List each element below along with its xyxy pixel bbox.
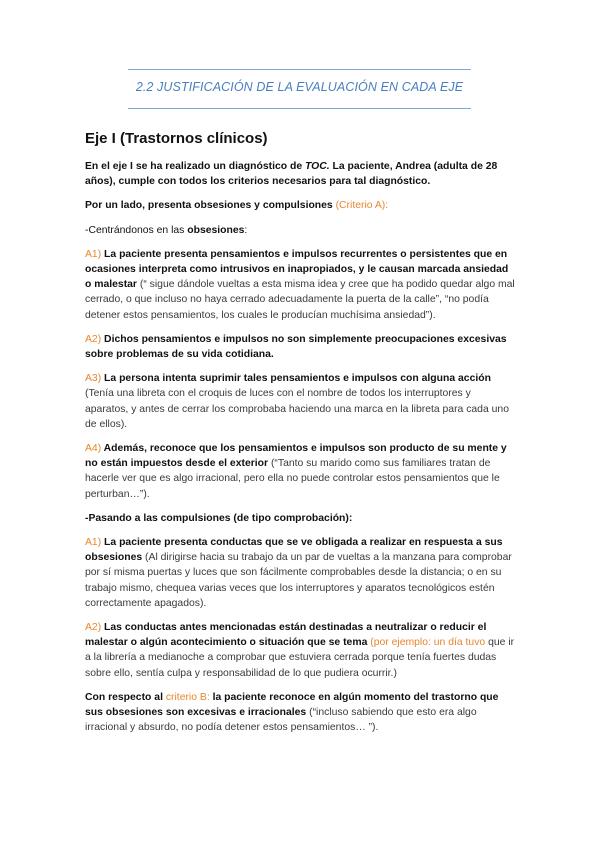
b-pre: Con respecto al: [85, 691, 166, 703]
obsessions-pre: -Centrándonos en las: [85, 224, 188, 236]
a2-text: Dichos pensamientos e impulsos no son simplemente preocupaciones excesivas sobre problemas de su vida cotidiana.: [85, 333, 507, 361]
criterion-b-label: criterio B:: [165, 691, 210, 703]
a4-text: Además, reconoce que los pensamientos e impulsos son producto de su mente y no están impuestos desde el exterior: [85, 443, 507, 470]
title-rule-bottom: [128, 108, 471, 109]
a1-quote: (“ sigue dándole vueltas a esta misma idea y cree que ha podido quedar algo mal cerrado, o que incluso no haya cerrado adecuadamente la puerta de la calle”, “no podía detener estos pensamientos, los cuales le producían muchísima ansiedad”).: [85, 279, 515, 321]
c2-label: A2): [85, 622, 102, 634]
criterion-a-label: (Criterio A):: [335, 200, 389, 212]
obsessions-post: :: [244, 224, 248, 236]
a1-text: La paciente presenta pensamientos e impulsos recurrentes o persistentes que en ocasiones interpreta como intrusivos en inapropiados, y le causan marcada ansiedad o malestar: [85, 248, 509, 291]
compulsions-pre: -Pasando a las: [85, 512, 161, 524]
criterion-b-paragraph: [85, 690, 517, 736]
c2-quote: que ir a la librería a medianoche a comprobar que estuviera cerrada porque tenía fuertes dudas sobre ello, sentía culpa y responsabilidad de lo que pudiera ocurrir.): [85, 637, 515, 679]
diagnosis-pre: En el eje I se ha realizado un diagnóstico de: [85, 161, 305, 172]
criterion-a2: [85, 332, 517, 362]
b-quote: (“incluso sabiendo que esto era algo irracional y absurdo, no podía detener estos pensamientos… ”).: [85, 707, 477, 734]
section-title: 2.2 JUSTIFICACIÓN DE LA EVALUACIÓN EN CADA EJE: [135, 80, 464, 94]
a4-label: A4): [85, 443, 102, 455]
compulsions-intro: [85, 511, 517, 526]
compulsion-a1: [85, 535, 517, 611]
title-rule-top: [128, 69, 471, 70]
compulsions-strong: compulsiones: [160, 512, 231, 524]
criterion-a4: [85, 441, 517, 502]
a4-quote: (“Tanto su marido como sus familiares tratan de hacerle ver que es algo irracional, pero ella no puede controlar estos pensamientos que le perturban…”).: [85, 458, 500, 500]
compulsions-post: (de tipo comprobación):: [230, 512, 353, 524]
criteria-intro-text: Por un lado, presenta obsesiones y compulsiones: [85, 200, 336, 212]
b-text: la paciente reconoce en algún momento del trastorno que sus obsesiones son excesivas e irracionales: [85, 691, 499, 719]
compulsion-a2: [85, 620, 517, 681]
c1-text: La paciente presenta conductas que se ve obligada a realizar en respuesta a sus obsesiones: [85, 537, 503, 564]
diagnosis-name: TOC.: [305, 161, 330, 172]
c2-text: Las conductas antes mencionadas están destinadas a neutralizar o reducir el malestar o algún acontecimiento o situación que se tema: [85, 622, 487, 649]
a3-text: La persona intenta suprimir tales pensamientos e impulsos con alguna acción: [101, 373, 491, 385]
a3-label: A3): [85, 373, 102, 385]
a1-label: A1): [85, 248, 102, 260]
criterion-a1: [85, 247, 517, 323]
c1-quote: (Al dirigirse hacia su trabajo da un par de vueltas a la manzana para comprobar por sí misma puertas y luces que son fácilmente comprobables desde la distancia; o en su trabajo mismo, chequea varias veces que los interruptores y aparatos tecnológicos estén correctamente apagados).: [85, 552, 512, 609]
diagnosis-post: La paciente, Andrea (adulta de 28 años), cumple con todos los criterios necesarios para tal diagnóstico.: [85, 161, 498, 188]
axis-heading: Eje I (Trastornos clínicos): [85, 130, 268, 147]
obsessions-strong: obsesiones: [187, 224, 245, 236]
a2-label: A2): [85, 333, 102, 345]
criterion-a3: [85, 371, 517, 432]
document-body: [85, 130, 517, 745]
criteria-intro: [85, 198, 517, 213]
c2-example: (por ejemplo: un día tuvo: [367, 637, 486, 649]
a3-quote: (Tenía una libreta con el croquis de luces con el nombre de todos los interruptores y aparatos, y antes de cerrar los comprobaba haciendo una marca en la libreta para cada uno de ellos).: [85, 388, 509, 430]
c1-label: A1): [85, 537, 102, 549]
diagnosis-paragraph: [85, 159, 517, 189]
obsessions-intro: [85, 223, 517, 238]
